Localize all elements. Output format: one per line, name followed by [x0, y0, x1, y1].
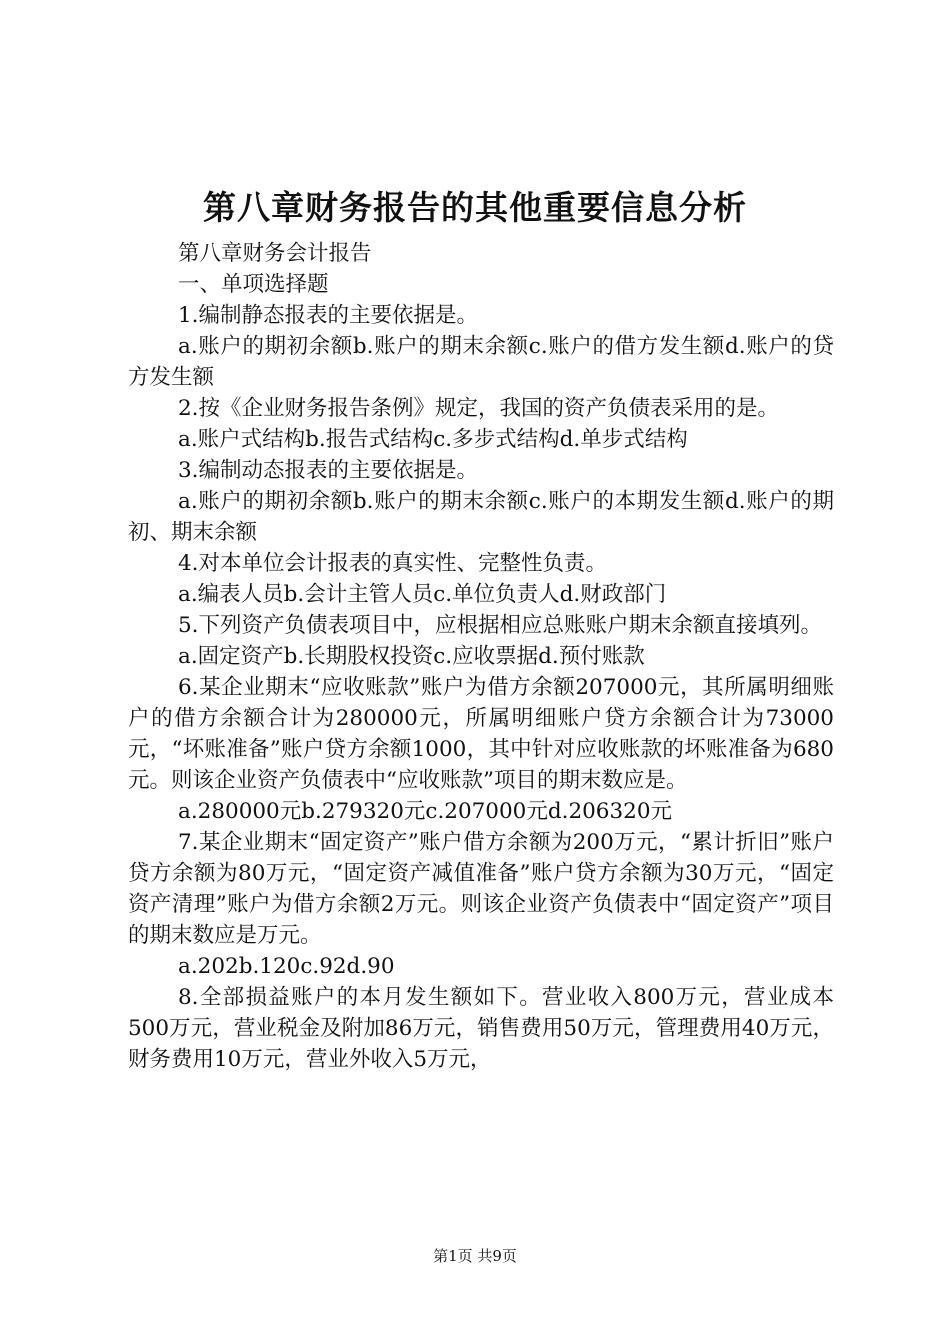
page-title: 第八章财务报告的其他重要信息分析 — [203, 188, 747, 227]
paragraph: a.202b.120c.92d.90 — [178, 954, 395, 979]
paragraph: 一、单项选择题 — [178, 272, 329, 297]
paragraph: a.280000元b.279320元c.207000元d.206320元 — [178, 799, 673, 824]
paragraph: 2.按《企业财务报告条例》规定，我国的资产负债表采用的是。 — [178, 396, 780, 421]
paragraph: 5.下列资产负债表项目中，应根据相应总账账户期末余额直接填列。 — [178, 613, 823, 638]
paragraph: a.账户的期初余额b.账户的期末余额c.账户的借方发生额d.账户的贷方发生额 — [128, 334, 834, 390]
paragraph: a.账户的期初余额b.账户的期末余额c.账户的本期发生额d.账户的期初、期末余额 — [128, 489, 834, 545]
paragraph: 4.对本单位会计报表的真实性、完整性负责。 — [178, 551, 608, 576]
paragraph: 1.编制静态报表的主要依据是。 — [178, 303, 479, 328]
page-footer: 第1页 共9页 — [433, 1247, 517, 1265]
paragraph: 8.全部损益账户的本月发生额如下。营业收入800万元，营业成本500万元，营业税金及附加86万元，销售费用50万元，管理费用40万元，财务费用10万元，营业外收入5万元， — [128, 985, 834, 1072]
document-body — [128, 238, 834, 1075]
paragraph: 6.某企业期末“应收账款”账户为借方余额207000元，其所属明细账户的借方余额合计为280000元，所属明细账户贷方余额合计为73000元，“坏账准备”账户贷方余额1000，其中针对应收账款的坏账准备为680元。则该企业资产负债表中“应收账款”项目的期末数应是。 — [128, 675, 834, 793]
paragraph: 3.编制动态报表的主要依据是。 — [178, 458, 479, 483]
paragraph: 7.某企业期末“固定资产”账户借方余额为200万元，“累计折旧”账户贷方余额为80万元，“固定资产减值准备”账户贷方余额为30万元，“固定资产清理”账户为借方余额2万元。则该企业资产负债表中“固定资产”项目的期末数应是万元。 — [128, 830, 834, 948]
paragraph: a.编表人员b.会计主管人员c.单位负责人d.财政部门 — [178, 582, 667, 607]
paragraph: a.账户式结构b.报告式结构c.多步式结构d.单步式结构 — [178, 427, 688, 452]
paragraph: 第八章财务会计报告 — [178, 241, 372, 266]
paragraph: a.固定资产b.长期股权投资c.应收票据d.预付账款 — [178, 644, 645, 669]
